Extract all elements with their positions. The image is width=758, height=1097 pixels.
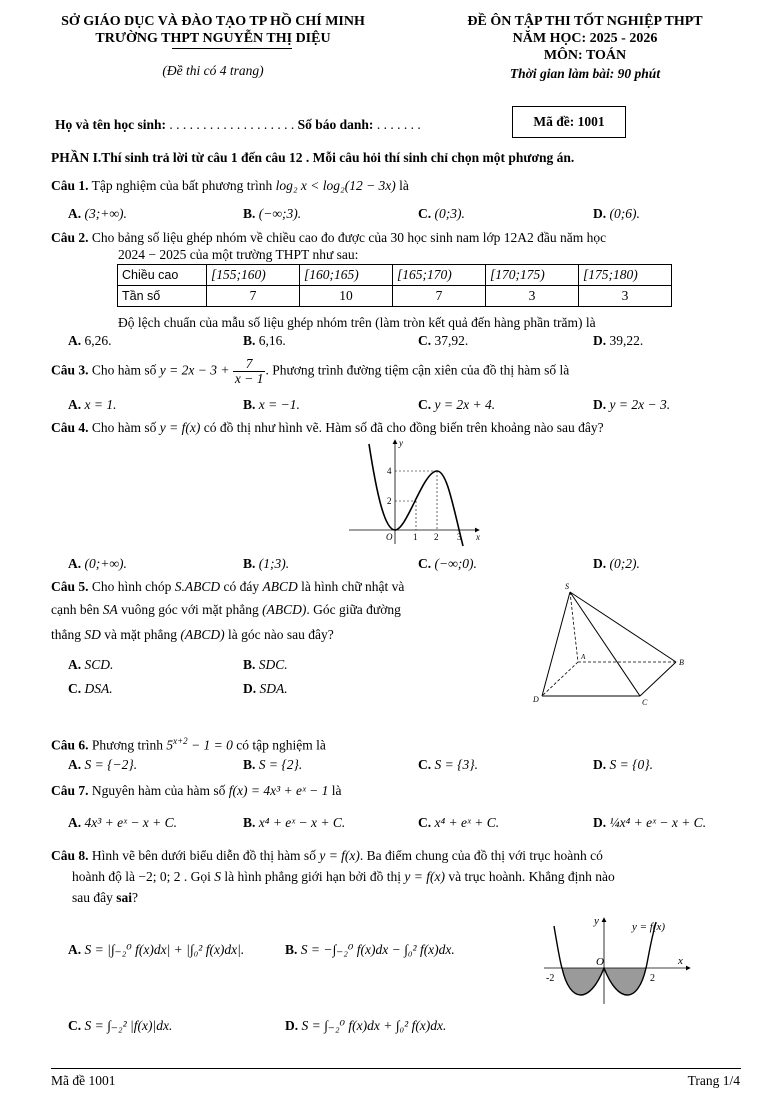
q3-option-d[interactable]: D. y = 2x − 3. bbox=[593, 397, 671, 412]
q6-option-c[interactable]: C. S = {3}. bbox=[418, 757, 479, 772]
question-7 bbox=[51, 783, 342, 799]
q8-a-text: S = |∫₋₂⁰ f(x)dx| + |∫₀² f(x)dx|. bbox=[84, 942, 245, 957]
q8-d-text: S = ∫₋₂⁰ f(x)dx + ∫₀² f(x)dx. bbox=[301, 1018, 447, 1033]
q4-text: Cho hàm số bbox=[91, 420, 157, 435]
student-info-line bbox=[55, 117, 421, 133]
q4-a-text: (0;+∞). bbox=[84, 556, 127, 571]
q8-text: và trục hoành. Khẳng định nào bbox=[448, 869, 615, 884]
table-cell: [160;165) bbox=[300, 265, 393, 286]
q3-denominator: x − 1 bbox=[234, 371, 264, 386]
q1-math: log₂ x < log₂(12 − 3x) bbox=[275, 178, 396, 193]
q5-a-text: SCD. bbox=[84, 657, 114, 672]
q5-math: S.ABCD bbox=[174, 579, 221, 594]
q3-option-b[interactable]: B. x = −1. bbox=[243, 397, 300, 412]
q8-line-2 bbox=[72, 869, 615, 885]
origin-label: O bbox=[596, 956, 604, 968]
q1-a-text: (3;+∞). bbox=[84, 206, 127, 221]
q6-eq-base: 5 bbox=[166, 737, 174, 753]
q5-text: và mặt phẳng bbox=[104, 627, 177, 642]
table-cell: [155;160) bbox=[207, 265, 300, 286]
q7-tail: là bbox=[331, 783, 342, 798]
exam-code-box: Mã đề: 1001 bbox=[512, 106, 626, 138]
q2-frequency-table bbox=[117, 264, 672, 307]
vertex-d-label: D bbox=[533, 695, 539, 704]
question-5 bbox=[51, 579, 404, 595]
student-id-dots[interactable]: . . . . . . . bbox=[373, 117, 421, 132]
q6-a-text: S = {−2}. bbox=[84, 757, 138, 772]
q1-option-a[interactable]: A. (3;+∞). bbox=[68, 206, 127, 221]
edge-sb bbox=[570, 592, 676, 662]
q2-option-a[interactable]: A. 6,26. bbox=[68, 333, 112, 348]
q5-label: Câu 5. bbox=[51, 579, 89, 594]
function-curve bbox=[369, 444, 463, 546]
q7-option-d[interactable]: D. ¼x⁴ + eˣ − x + C. bbox=[593, 815, 707, 830]
q5-line-2 bbox=[51, 602, 401, 618]
q5-line-3 bbox=[51, 627, 334, 643]
q6-tail: có tập nghiệm là bbox=[236, 737, 326, 753]
q6-text: Phương trình bbox=[91, 737, 163, 753]
q2-d-text: 39,22. bbox=[609, 333, 644, 348]
q3-option-a[interactable]: A. x = 1. bbox=[68, 397, 117, 412]
q6-option-a[interactable]: A. S = {−2}. bbox=[68, 757, 138, 772]
q7-label: Câu 7. bbox=[51, 783, 89, 798]
q8-option-d[interactable]: D. S = ∫₋₂⁰ f(x)dx + ∫₀² f(x)dx. bbox=[285, 1018, 447, 1033]
q8-text: ? bbox=[132, 890, 139, 905]
question-1 bbox=[51, 178, 409, 194]
q5-text: Cho hình chóp bbox=[91, 579, 172, 594]
q1-option-c[interactable]: C. (0;3). bbox=[418, 206, 465, 221]
dept-name: SỞ GIÁO DỤC VÀ ĐÀO TẠO TP HỒ CHÍ MINH bbox=[61, 14, 365, 29]
q2-option-d[interactable]: D. 39,22. bbox=[593, 333, 644, 348]
q3-text: Cho hàm số bbox=[91, 362, 157, 378]
curve-label: y = f(x) bbox=[632, 921, 666, 933]
q4-option-b[interactable]: B. (1;3). bbox=[243, 556, 290, 571]
table-cell: 7 bbox=[393, 286, 486, 307]
q1-text: Tập nghiệm của bất phương trình bbox=[91, 178, 273, 193]
q8-math: S bbox=[214, 869, 221, 884]
q5-option-b[interactable]: B. SDC. bbox=[243, 657, 288, 672]
q3-b-text: x = −1. bbox=[258, 397, 300, 412]
edge-sd bbox=[542, 592, 570, 696]
q8-option-a[interactable]: A. S = |∫₋₂⁰ f(x)dx| + |∫₀² f(x)dx|. bbox=[68, 942, 245, 957]
q1-d-text: (0;6). bbox=[609, 206, 640, 221]
q5-b-text: SDC. bbox=[258, 657, 288, 672]
q8-area-graph bbox=[540, 914, 700, 1006]
origin-label: O bbox=[386, 532, 393, 542]
tick-label: 2 bbox=[434, 532, 439, 542]
q5-math: SA bbox=[102, 602, 118, 617]
q5-text: có đáy bbox=[223, 579, 260, 594]
tick-label: 1 bbox=[413, 532, 418, 542]
pages-note: (Đề thi có 4 trang) bbox=[162, 63, 264, 78]
q5-math: (ABCD) bbox=[180, 627, 225, 642]
q3-c-text: y = 2x + 4. bbox=[434, 397, 496, 412]
q4-option-c[interactable]: C. (−∞;0). bbox=[418, 556, 477, 571]
footer-page-number: Trang 1/4 bbox=[687, 1073, 740, 1088]
q7-text: Nguyên hàm của hàm số bbox=[91, 783, 226, 798]
q2-c-text: 37,92. bbox=[434, 333, 469, 348]
student-name-label: Họ và tên học sinh: bbox=[55, 117, 167, 132]
q1-label: Câu 1. bbox=[51, 178, 89, 193]
q2-option-c[interactable]: C. 37,92. bbox=[418, 333, 469, 348]
q7-option-b[interactable]: B. x⁴ + eˣ − x + C. bbox=[243, 815, 346, 830]
question-3 bbox=[51, 357, 569, 386]
q8-text-b: . Ba điểm chung của đồ thị với trục hoành có bbox=[359, 848, 603, 863]
q5-math: (ABCD) bbox=[262, 602, 307, 617]
q8-b-text: S = −∫₋₂⁰ f(x)dx − ∫₀² f(x)dx. bbox=[300, 942, 455, 957]
q8-text: hoành độ là −2; 0; 2 . Gọi bbox=[72, 869, 211, 884]
q7-option-c[interactable]: C. x⁴ + eˣ + C. bbox=[418, 815, 500, 830]
q1-option-b[interactable]: B. (−∞;3). bbox=[243, 206, 302, 221]
q2-text-line2: 2024 − 2025 của một trường THPT như sau: bbox=[118, 247, 359, 262]
table-cell: 3 bbox=[579, 286, 672, 307]
school-underline bbox=[172, 48, 292, 49]
x-axis-label: x bbox=[678, 955, 683, 967]
q3-a-text: x = 1. bbox=[84, 397, 117, 412]
q2-label: Câu 2. bbox=[51, 230, 89, 245]
table-cell: [170;175) bbox=[486, 265, 579, 286]
q5-d-text: SDA. bbox=[259, 681, 288, 696]
edge-cb bbox=[640, 662, 676, 696]
q1-b-text: (−∞;3). bbox=[258, 206, 302, 221]
part-1-heading: PHẦN I.Thí sinh trả lời từ câu 1 đến câu 12 . Mỗi câu hỏi thí sinh chỉ chọn một phương án. bbox=[51, 150, 575, 165]
q2-b-text: 6,16. bbox=[258, 333, 286, 348]
q8-option-c[interactable]: C. S = ∫₋₂² |f(x)|dx. bbox=[68, 1018, 173, 1033]
q6-eq-exponent: x+2 bbox=[173, 736, 188, 746]
school-name: TRƯỜNG THPT NGUYỄN THỊ DIỆU bbox=[95, 31, 331, 46]
q6-label: Câu 6. bbox=[51, 737, 89, 753]
table-row-head-height: Chiều cao bbox=[118, 265, 207, 286]
q5-c-text: DSA. bbox=[84, 681, 113, 696]
q3-numerator: 7 bbox=[233, 357, 266, 372]
q2-option-b[interactable]: B. 6,16. bbox=[243, 333, 286, 348]
q6-option-d[interactable]: D. S = {0}. bbox=[593, 757, 654, 772]
q8-func: y = f(x) bbox=[319, 848, 360, 863]
q5-option-d[interactable]: D. SDA. bbox=[243, 681, 288, 696]
q3-tail: . Phương trình đường tiệm cận xiên của đồ thị hàm số là bbox=[265, 362, 570, 378]
q4-function-graph bbox=[345, 436, 485, 548]
q1-tail: là bbox=[399, 178, 409, 193]
vertex-b-label: B bbox=[679, 658, 684, 667]
q3-d-text: y = 2x − 3. bbox=[609, 397, 671, 412]
q5-math: ABCD bbox=[262, 579, 298, 594]
q5-option-a[interactable]: A. SCD. bbox=[68, 657, 114, 672]
q4-func: y = f(x) bbox=[159, 420, 201, 435]
q7-a-text: 4x³ + eˣ − x + C. bbox=[84, 815, 178, 830]
subject: MÔN: TOÁN bbox=[543, 48, 627, 63]
q7-func: f(x) = 4x³ + eˣ − 1 bbox=[228, 783, 329, 798]
q8-text: sau đây bbox=[72, 890, 113, 905]
student-id-label: Số báo danh: bbox=[297, 117, 374, 132]
q3-fraction bbox=[233, 357, 266, 386]
q4-option-a[interactable]: A. (0;+∞). bbox=[68, 556, 127, 571]
q5-math: SD bbox=[84, 627, 101, 642]
q5-text: thẳng bbox=[51, 627, 81, 642]
tick-label: 4 bbox=[387, 466, 392, 476]
tick-label: 2 bbox=[387, 496, 392, 506]
q5-pyramid-figure bbox=[530, 580, 696, 710]
q4-b-text: (1;3). bbox=[258, 556, 290, 571]
table-cell: [175;180) bbox=[579, 265, 672, 286]
table-row-head-freq: Tần số bbox=[118, 286, 207, 307]
q2-a-text: 6,26. bbox=[84, 333, 112, 348]
vertex-s-label: S bbox=[565, 582, 569, 591]
q4-label: Câu 4. bbox=[51, 420, 89, 435]
q8-math: y = f(x) bbox=[404, 869, 445, 884]
q1-option-d[interactable]: D. (0;6). bbox=[593, 206, 640, 221]
q4-tail: có đồ thị như hình vẽ. Hàm số đã cho đồng biến trên khoảng nào sau đây? bbox=[203, 420, 604, 435]
school-year: NĂM HỌC: 2025 - 2026 bbox=[512, 31, 658, 46]
q4-c-text: (−∞;0). bbox=[434, 556, 477, 571]
edge-ad bbox=[542, 662, 578, 696]
exam-time: Thời gian làm bài: 90 phút bbox=[509, 66, 661, 81]
q8-emphasis: sai bbox=[116, 890, 133, 905]
vertex-a-label: A bbox=[581, 653, 586, 661]
q5-text: . Góc giữa đường bbox=[306, 602, 401, 617]
q7-d-text: ¼x⁴ + eˣ − x + C. bbox=[609, 815, 707, 830]
q4-d-text: (0;2). bbox=[609, 556, 640, 571]
table-cell: 10 bbox=[300, 286, 393, 307]
q3-label: Câu 3. bbox=[51, 362, 89, 378]
q5-text: vuông góc với mặt phẳng bbox=[121, 602, 259, 617]
q5-text: là hình chữ nhật và bbox=[301, 579, 405, 594]
footer-rule bbox=[51, 1068, 741, 1069]
q8-text: là hình phẳng giới hạn bởi đồ thị bbox=[224, 869, 401, 884]
q4-option-d[interactable]: D. (0;2). bbox=[593, 556, 640, 571]
q5-text: là góc nào sau đây? bbox=[227, 627, 334, 642]
q8-label: Câu 8. bbox=[51, 848, 89, 863]
q7-option-a[interactable]: A. 4x³ + eˣ − x + C. bbox=[68, 815, 178, 830]
exam-title: ĐỀ ÔN TẬP THI TỐT NGHIỆP THPT bbox=[467, 14, 703, 29]
q7-b-text: x⁴ + eˣ − x + C. bbox=[258, 815, 346, 830]
q1-c-text: (0;3). bbox=[434, 206, 465, 221]
tick-label: 3 bbox=[457, 532, 462, 542]
question-4 bbox=[51, 420, 604, 436]
q6-eq-rest: − 1 = 0 bbox=[187, 737, 233, 753]
q5-text: cạnh bên bbox=[51, 602, 100, 617]
question-8 bbox=[51, 848, 603, 864]
q6-c-text: S = {3}. bbox=[434, 757, 479, 772]
q7-c-text: x⁴ + eˣ + C. bbox=[434, 815, 500, 830]
q8-text: Hình vẽ bên dưới biểu diễn đồ thị hàm số bbox=[91, 848, 316, 863]
x-axis-label: x bbox=[476, 532, 480, 542]
table-cell: 3 bbox=[486, 286, 579, 307]
vertex-c-label: C bbox=[642, 698, 648, 707]
q8-c-text: S = ∫₋₂² |f(x)|dx. bbox=[84, 1018, 173, 1033]
q3-option-c[interactable]: C. y = 2x + 4. bbox=[418, 397, 496, 412]
q8-option-b[interactable]: B. S = −∫₋₂⁰ f(x)dx − ∫₀² f(x)dx. bbox=[285, 942, 455, 957]
q3-func: y = 2x − 3 + bbox=[159, 362, 230, 378]
student-name-dots[interactable]: . . . . . . . . . . . . . . . . . . . bbox=[166, 117, 298, 132]
question-6 bbox=[51, 736, 326, 754]
q2-text: Cho bảng số liệu ghép nhóm về chiều cao đo được của 30 học sinh nam lớp 12A2 đầu năm học bbox=[91, 230, 607, 245]
q8-line-3 bbox=[72, 890, 138, 906]
tick-label: 2 bbox=[650, 973, 655, 984]
edge-sc bbox=[570, 592, 640, 696]
y-axis-label: y bbox=[594, 915, 599, 927]
q6-b-text: S = {2}. bbox=[258, 757, 303, 772]
q2-question: Độ lệch chuẩn của mẫu số liệu ghép nhóm trên (làm tròn kết quả đến hàng phần trăm) là bbox=[118, 315, 596, 330]
table-cell: 7 bbox=[207, 286, 300, 307]
table-cell: [165;170) bbox=[393, 265, 486, 286]
footer-exam-code: Mã đề 1001 bbox=[51, 1073, 116, 1088]
q6-option-b[interactable]: B. S = {2}. bbox=[243, 757, 303, 772]
tick-label: -2 bbox=[546, 973, 555, 984]
question-2 bbox=[51, 230, 606, 246]
q5-option-c[interactable]: C. DSA. bbox=[68, 681, 113, 696]
y-axis-label: y bbox=[399, 438, 403, 448]
q6-d-text: S = {0}. bbox=[609, 757, 654, 772]
